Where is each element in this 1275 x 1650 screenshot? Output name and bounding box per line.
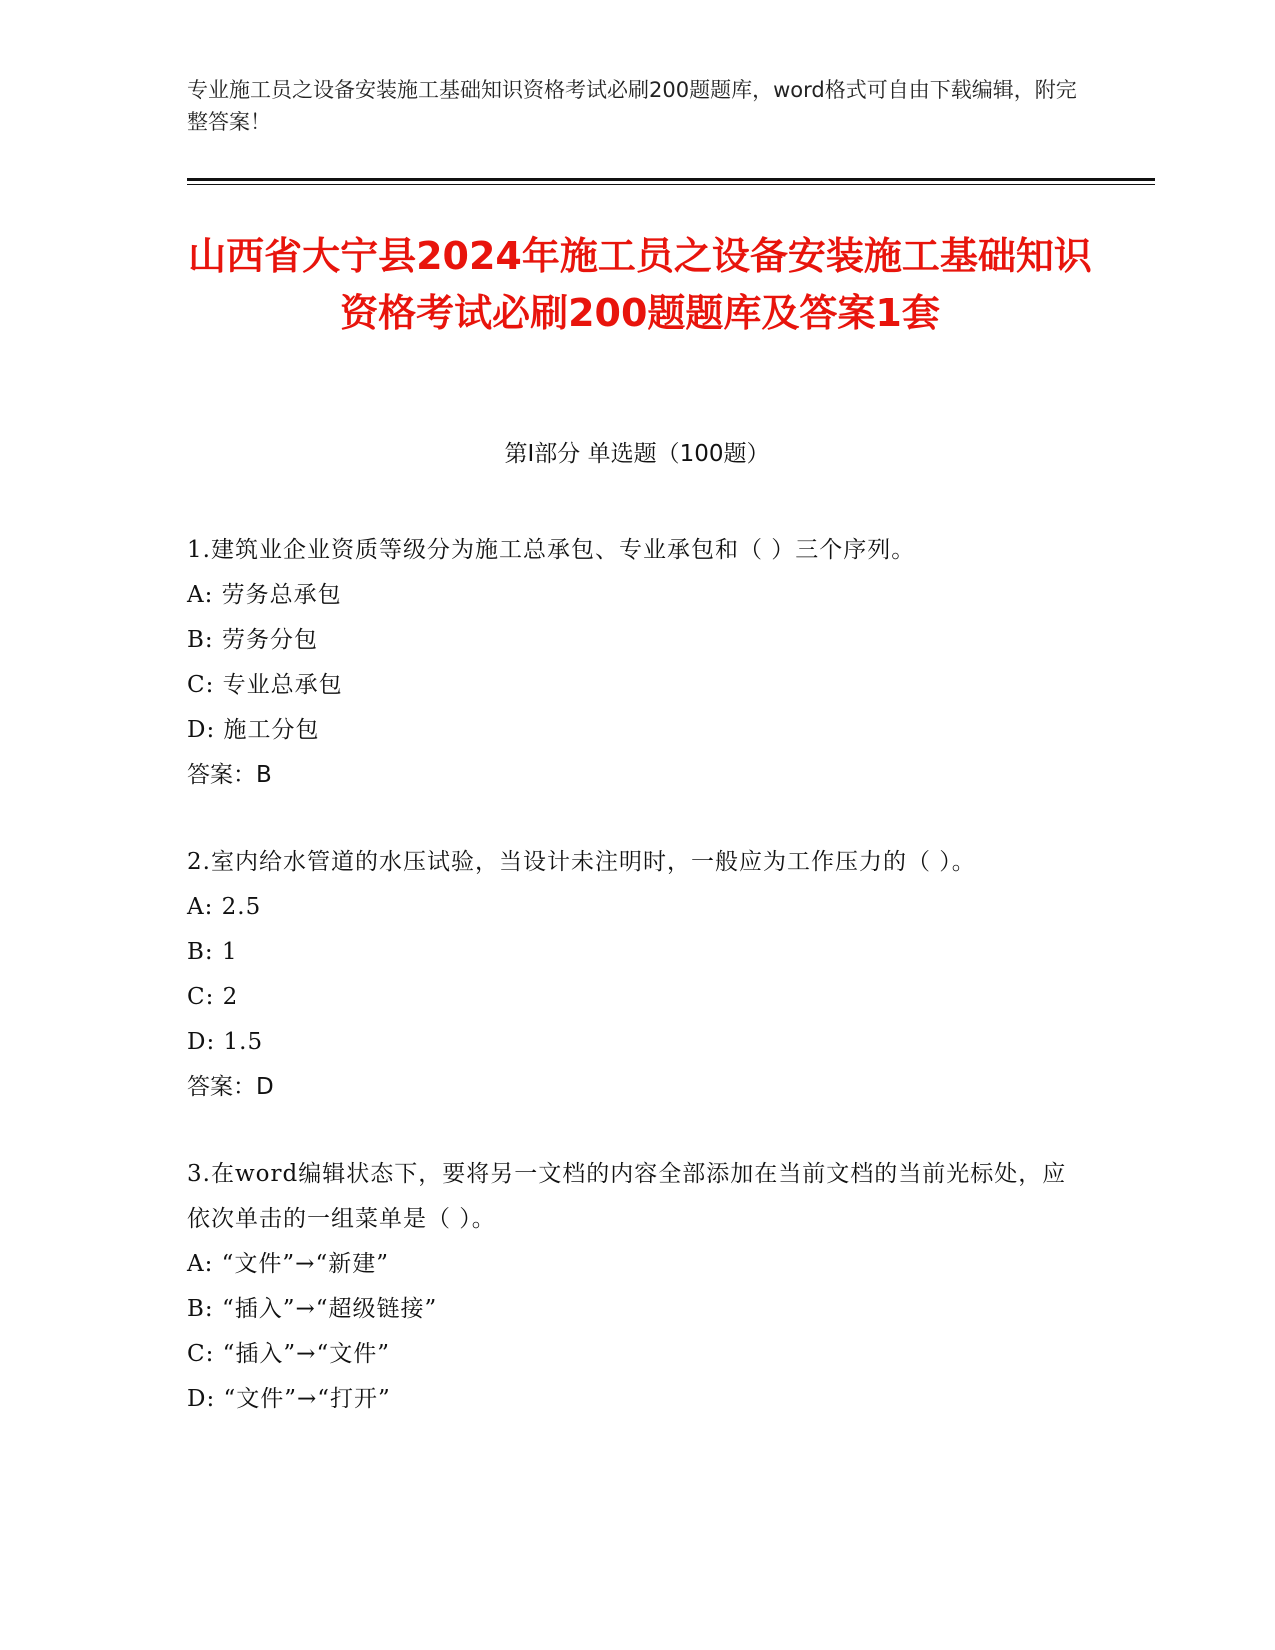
option-a: A: 2.5 [187, 894, 262, 920]
section-heading: 第I部分 单选题（100题） [504, 441, 770, 467]
question-text: 2.室内给水管道的水压试验，当设计未注明时，一般应为工作压力的（ ）。 [187, 849, 976, 875]
question-3 [187, 1152, 1087, 1422]
question-text: 1.建筑业企业资质等级分为施工总承包、专业承包和（ ）三个序列。 [187, 537, 916, 563]
option-c: C: 2 [187, 984, 239, 1010]
answer-label: 答案：D [187, 1074, 274, 1100]
option-a: A: 劳务总承包 [187, 582, 342, 608]
question-list [187, 528, 1087, 1464]
option-a: A: “文件”→“新建” [187, 1251, 389, 1277]
document-title: 山西省大宁县2024年施工员之设备安装施工基础知识资格考试必刷200题题库及答案1套 [188, 234, 1092, 335]
option-d: D: 施工分包 [187, 717, 320, 743]
option-b: B: 劳务分包 [187, 627, 318, 653]
option-c: C: “插入”→“文件” [187, 1341, 390, 1367]
option-c: C: 专业总承包 [187, 672, 343, 698]
header-rule-thick [187, 178, 1155, 181]
option-d: D: 1.5 [187, 1029, 264, 1055]
header-rule-thin [187, 184, 1155, 185]
option-b: B: “插入”→“超级链接” [187, 1296, 438, 1322]
question-2 [187, 840, 1087, 1110]
option-d: D: “文件”→“打开” [187, 1386, 391, 1412]
option-b: B: 1 [187, 939, 238, 965]
answer-label: 答案：B [187, 762, 272, 788]
header-note: 专业施工员之设备安装施工基础知识资格考试必刷200题题库，word格式可自由下载编辑，附完整答案！ [187, 78, 1077, 134]
question-text: 3.在word编辑状态下，要将另一文档的内容全部添加在当前文档的当前光标处，应依次单击的一组菜单是（ ）。 [187, 1161, 1067, 1232]
question-1 [187, 528, 1087, 798]
